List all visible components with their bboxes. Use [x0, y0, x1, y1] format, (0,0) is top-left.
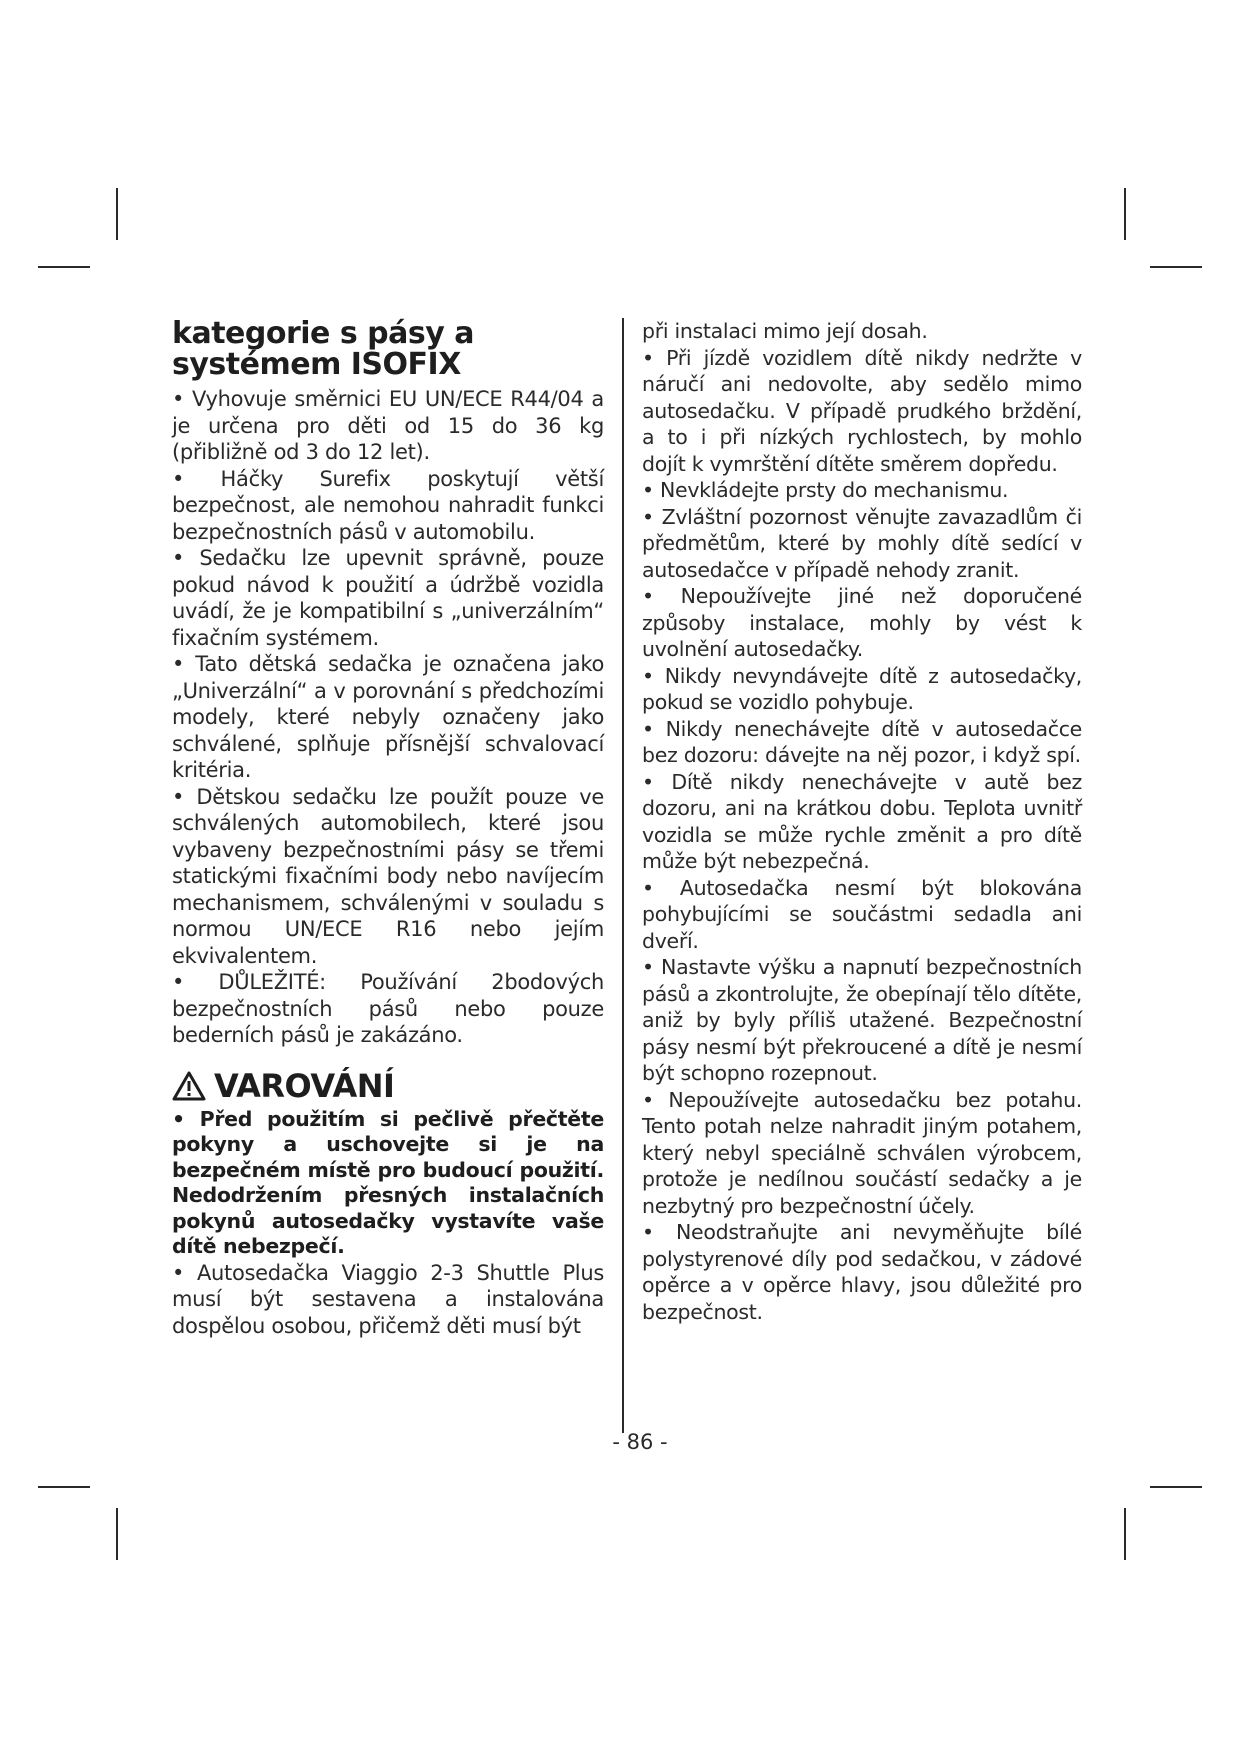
crop-mark-top-right-v — [1124, 188, 1126, 240]
paragraph: • Dítě nikdy nenechávejte v autě bez dozoru, ani na krátkou dobu. Teplota uvnitř vozidla se může rychle změnit a pro dítě může být nebezpečná. — [642, 769, 1082, 873]
crop-mark-bottom-left-v — [116, 1508, 118, 1560]
paragraph: • Sedačku lze upevnit správně, pouze pokud návod k použití a údržbě vozidla uvádí, že je kompatibilní s „univerzálním“ fixačním systémem. — [172, 546, 604, 650]
warning-header — [172, 1066, 604, 1105]
paragraph: • Nepoužívejte jiné než doporučené způsoby instalace, mohly by vést k uvolnění autosedačky. — [642, 584, 1082, 661]
warning-bold-paragraph: • Před použitím si pečlivě přečtěte pokyny a uschovejte si je na bezpečném místě pro budoucí použití. Nedodržením přesných instalačních pokynů autosedačky vystavíte vaše dítě nebezpečí. — [172, 1106, 604, 1258]
crop-mark-top-left-v — [116, 188, 118, 240]
paragraph: • Vyhovuje směrnici EU UN/ECE R44/04 a je určena pro děti od 15 do 36 kg (přibližně od 3 do 12 let). — [172, 387, 604, 464]
paragraph: • Nastavte výšku a napnutí bezpečnostních pásů a zkontrolujte, že obepínají tělo dítěte, aniž by byly příliš utažené. Bezpečnostní pásy nesmí být překroucené a dítě je nesmí být schopno rozepnout. — [642, 955, 1082, 1085]
left-column — [172, 318, 604, 1339]
paragraph: • Nikdy nevyndávejte dítě z autosedačky, pokud se vozidlo pohybuje. — [642, 663, 1082, 714]
paragraph: • Při jízdě vozidlem dítě nikdy nedržte v náručí ani nedovolte, aby sedělo mimo autosedačku. V případě prudkého brždění, a to i při nízkých rychlostech, by mohlo dojít k vymrštění dítěte směrem dopředu. — [642, 345, 1082, 476]
crop-mark-top-right-h — [1150, 266, 1202, 268]
paragraph: při instalaci mimo její dosah. — [642, 319, 928, 343]
crop-mark-top-left-h — [38, 266, 90, 268]
paragraph: • Autosedačka nesmí být blokována pohybujícími se součástmi sedadla ani dveří. — [642, 875, 1082, 953]
warning-title: VAROVÁNÍ — [214, 1066, 395, 1105]
crop-mark-bottom-right-v — [1124, 1508, 1126, 1560]
paragraph: • Nepoužívejte autosedačku bez potahu. Tento potah nelze nahradit jiným potahem, který nebyl speciálně schválen výrobcem, protože je nedílnou součástí sedačky a je nezbytný pro bezpečnostní účely. — [642, 1087, 1082, 1218]
paragraph: • Tato dětská sedačka je označena jako „Univerzální“ a v porovnání s předchozími modely, které nebyly označeny jako schválené, splňuje přísnější schvalovací kritéria. — [172, 652, 604, 782]
page-number: - 86 - — [612, 1430, 668, 1454]
column-divider — [622, 318, 624, 1433]
paragraph: • Nevkládejte prsty do mechanismu. — [642, 478, 1009, 502]
paragraph: • Dětskou sedačku lze použít pouze ve schválených automobilech, které jsou vybaveny bezpečnostními pásy se třemi statickými fixačními body nebo navíjecím mechanismem, schválenými v souladu s normou UN/ECE R16 nebo jejím ekvivalentem. — [172, 784, 604, 968]
paragraph: • Neodstraňujte ani nevyměňujte bílé polystyrenové díly pod sedačkou, v zádové opěrce a v opěrce hlavy, jsou důležité pro bezpečnost. — [642, 1220, 1082, 1324]
crop-mark-bottom-left-h — [38, 1486, 90, 1488]
manual-page — [172, 316, 1108, 1454]
paragraph: • DŮLEŽITÉ: Používání 2bodových bezpečnostních pásů nebo pouze bederních pásů je zakázáno. — [172, 970, 604, 1047]
crop-mark-bottom-right-h — [1150, 1486, 1202, 1488]
section-heading: kategorie s pásy a systémem ISOFIX — [172, 316, 474, 382]
paragraph: • Zvláštní pozornost věnujte zavazadlům či předmětům, které by mohly dítě sedící v autosedačce v případě nehody zranit. — [642, 504, 1082, 582]
warning-triangle-icon — [172, 1071, 206, 1101]
paragraph: • Nikdy nenechávejte dítě v autosedačce bez dozoru: dávejte na něj pozor, i když spí. — [642, 716, 1082, 767]
paragraph: • Háčky Surefix poskytují větší bezpečnost, ale nemohou nahradit funkci bezpečnostních pásů v automobilu. — [172, 466, 604, 544]
right-column — [642, 318, 1082, 1325]
paragraph: • Autosedačka Viaggio 2-3 Shuttle Plus musí být sestavena a instalována dospělou osobou, přičemž děti musí být — [172, 1260, 604, 1338]
